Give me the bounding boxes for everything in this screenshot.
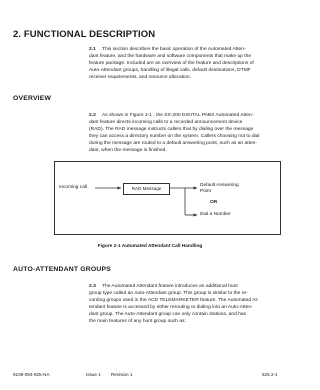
paragraph-line: dant feature, and the hardware and software components that make up the (89, 53, 252, 59)
paragraph-line: dant feature directs incoming calls to a recorded announcement device (89, 119, 243, 125)
footer-revision: Revision 1 (111, 372, 133, 377)
paragraph-line: tendant feature is accessed by either rerouting or dialing into an Auto-Atten- (89, 304, 253, 310)
section-heading-auto-attendant-groups: AUTO-ATTENDANT GROUPS (13, 266, 111, 273)
or-label: OR (210, 200, 218, 205)
figure-caption: Figure 2-1 Automated Attendant Call Handling (97, 244, 203, 249)
footer-issue: Issue 1 (86, 372, 101, 377)
paragraph-text: This section describes the basic operation of the Automated Atten- (102, 47, 246, 52)
figure-call-handling (54, 161, 281, 235)
dial-number-label: Dial a Number (200, 212, 231, 217)
paragraph-line: they can access a directory number on the system. Callers choosing not to dial (89, 133, 260, 139)
paragraph-number: 2.1 (89, 47, 96, 52)
paragraph-line: dant group. The Auto-Attendant group can only contain stations, and has (89, 311, 247, 317)
default-answering-line-1: Default Answering (200, 183, 239, 188)
paragraph-2-1 (89, 47, 287, 82)
paragraph-line: receiver requirements, and resource allocation. (89, 74, 191, 80)
section-heading-overview: OVERVIEW (13, 95, 52, 102)
paragraph-2-2 (89, 113, 287, 154)
footer-page-number: 625 2-1 (262, 372, 278, 377)
paragraph-line: during the message are routed to a default answering point, such as an atten- (89, 140, 258, 146)
paragraph-line: group type called an Auto-Attendant group. This group is similar to the re- (89, 290, 248, 296)
paragraph-line: (RAD). The RAD message instructs callers that by dialing over the message (89, 126, 254, 132)
paragraph-line (89, 284, 287, 291)
flow-arrows (55, 162, 280, 234)
chapter-title: 2. FUNCTIONAL DESCRIPTION (13, 29, 156, 40)
paragraph-line (89, 47, 287, 54)
paragraph-line: cording groups used in the ACD TELEMARKETER feature. The Automated At- (89, 297, 259, 303)
paragraph-line: dant, when the message is finished. (89, 147, 167, 153)
default-answering-label (200, 183, 239, 194)
paragraph-line: Auto-Attendant groups, handling of illegal calls, default destinations, DTMF (89, 67, 251, 73)
paragraph-text: The Automated Attendant feature introduces an additional hunt (102, 284, 238, 289)
paragraph-number: 2.2 (89, 113, 96, 118)
default-answering-line-2: Point (200, 188, 211, 194)
paragraph-number: 2.3 (89, 284, 96, 289)
paragraph-line: the main features of any hunt group such as: (89, 318, 186, 324)
paragraph-line (89, 113, 287, 120)
rad-message-box: RAD Message (123, 183, 170, 195)
paragraph-text: As shown in Figure 2-1 , the SX-200 DIGITAL PABX Automated Atten- (102, 113, 254, 118)
incoming-call-label: Incoming call (59, 185, 87, 190)
paragraph-line: feature package. Included are an overview of the feature and descriptions of (89, 60, 254, 66)
footer-doc-number: 9109-094-625-NA (13, 372, 50, 377)
paragraph-2-3 (89, 284, 287, 325)
